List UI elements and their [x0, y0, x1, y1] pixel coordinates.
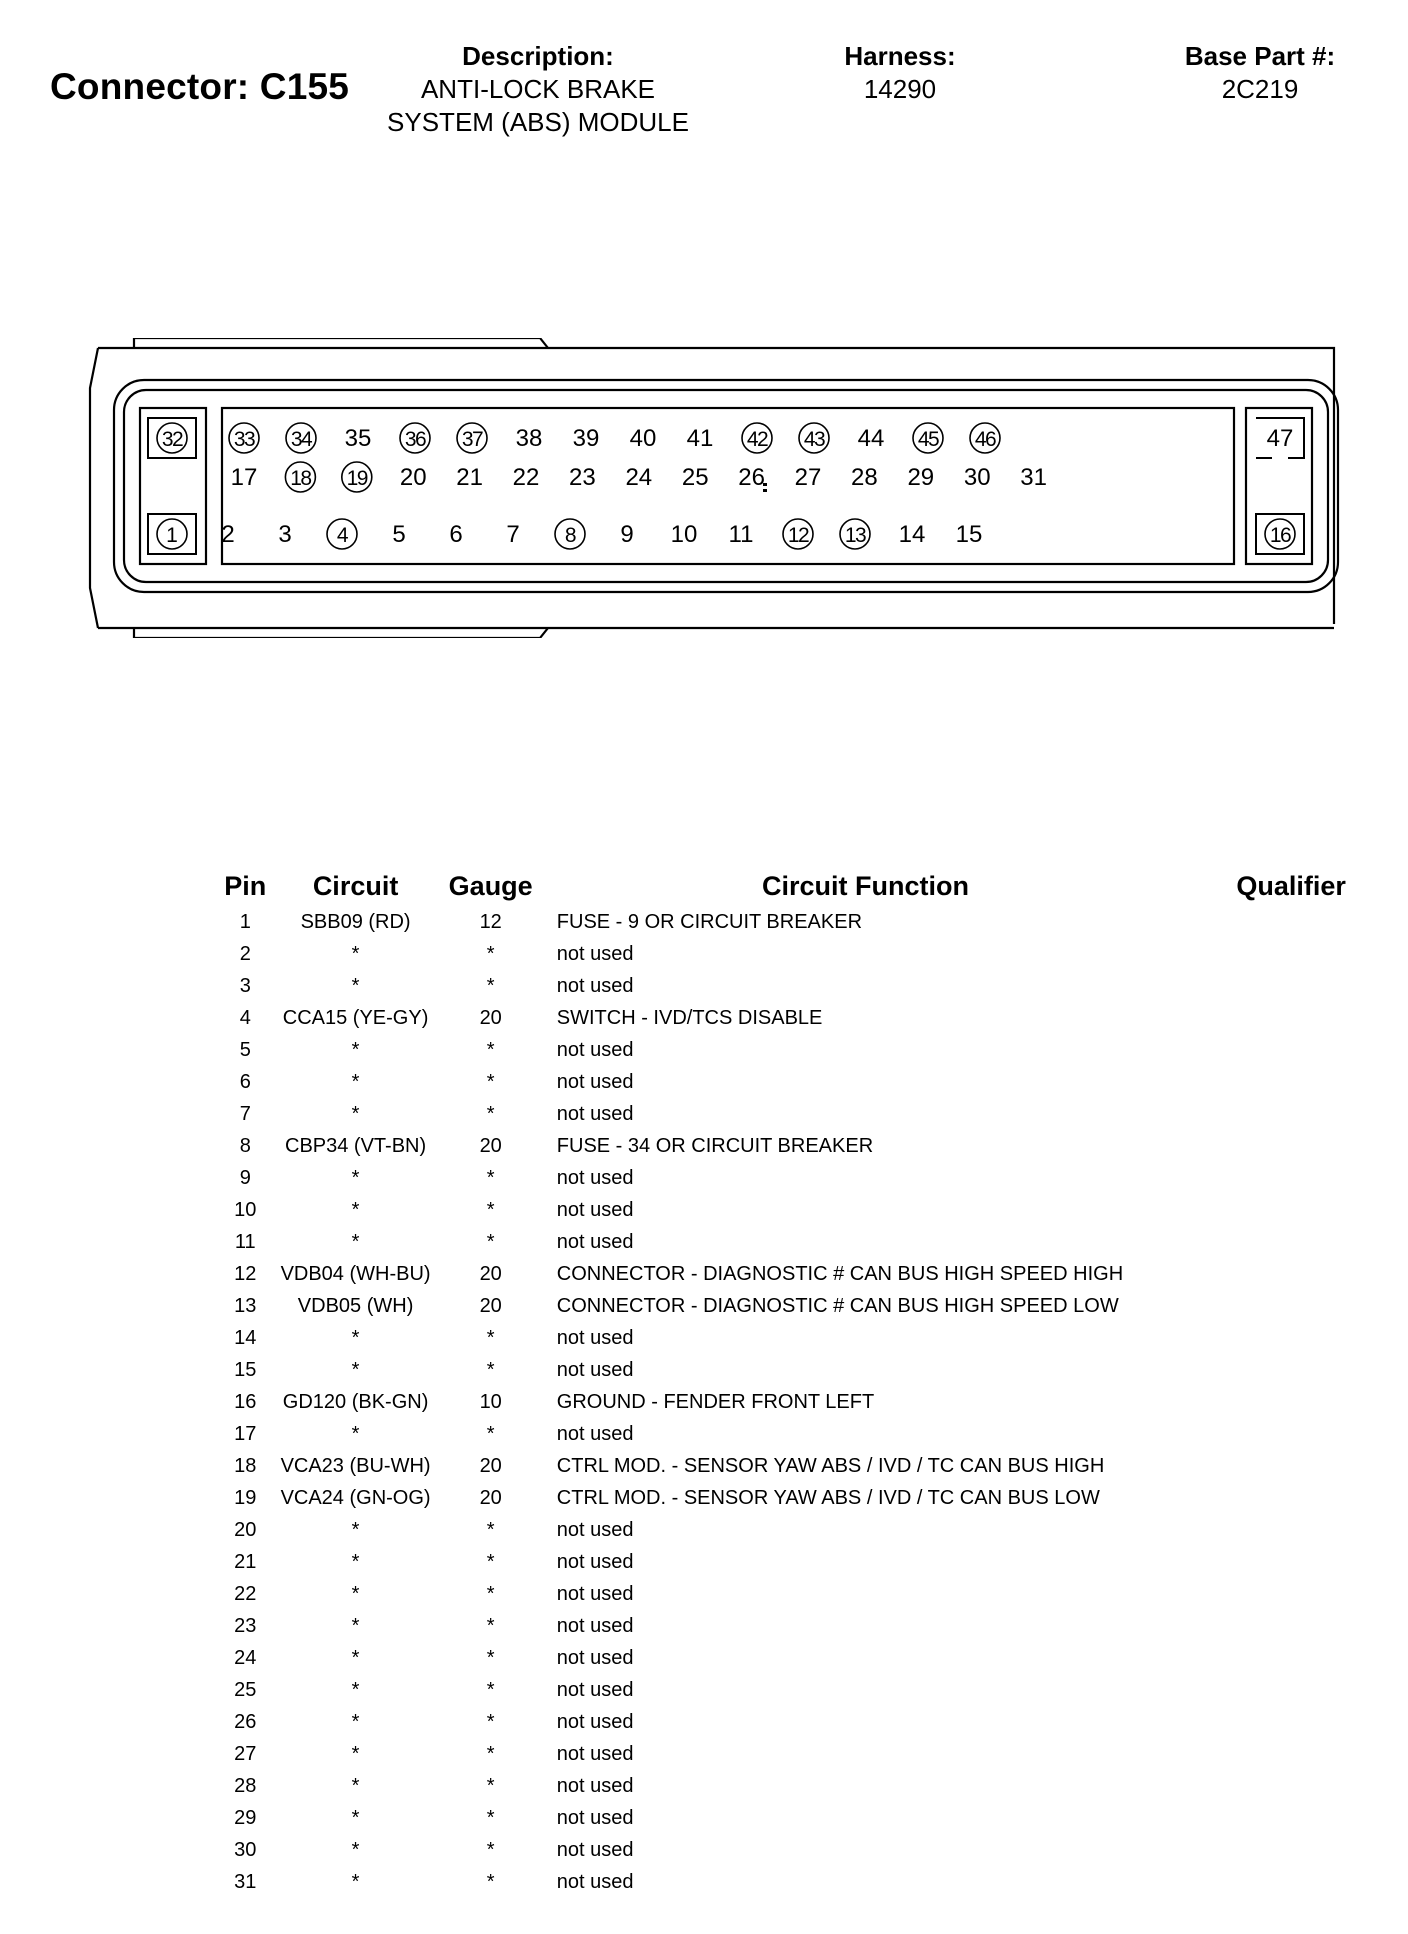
cell-gauge: 20 [479, 1006, 502, 1029]
cell-gauge: * [486, 1550, 495, 1573]
cell-circuit: * [351, 1518, 360, 1541]
cell-qualifier [1174, 1610, 1408, 1642]
cell-circuit: * [351, 942, 360, 965]
pin-label-38: 38 [515, 425, 543, 452]
pin-label-44: 44 [857, 425, 885, 452]
harness-label: Harness: [844, 41, 956, 71]
pin-label-28: 28 [851, 464, 878, 491]
table-row [210, 1802, 1408, 1834]
cell-circuit: * [351, 1838, 360, 1861]
cell-circuit: * [351, 1166, 360, 1189]
cell-qualifier [1174, 1162, 1408, 1194]
cell-pin: 18 [234, 1454, 257, 1477]
cell-circuit-function: not used [556, 1166, 634, 1189]
table-row [210, 1546, 1408, 1578]
cell-pin: 30 [234, 1838, 257, 1861]
description-block [358, 40, 718, 139]
cell-pin: 8 [239, 1134, 251, 1157]
pin-label-37: 37 [461, 428, 483, 451]
cell-circuit-function: CTRL MOD. - SENSOR YAW ABS / IVD / TC CAN BUS LOW [556, 1486, 1100, 1509]
cell-circuit: * [351, 974, 360, 997]
table-header-row [210, 866, 1408, 906]
table-row [210, 1834, 1408, 1866]
cell-pin: 5 [239, 1038, 251, 1061]
pin-label-19: 19 [346, 467, 367, 490]
cell-circuit: * [351, 1422, 360, 1445]
pin-label-20: 20 [399, 464, 427, 491]
cell-circuit: CCA15 (YE-GY) [282, 1006, 429, 1029]
cell-qualifier [1174, 1194, 1408, 1226]
table-row [210, 1770, 1408, 1802]
pin-label-41: 41 [686, 425, 714, 452]
cell-gauge: * [486, 1742, 495, 1765]
pin-label-43: 43 [803, 428, 825, 451]
cell-circuit-function: not used [556, 1646, 634, 1669]
cell-circuit-function: not used [556, 1550, 634, 1573]
cell-gauge: * [486, 942, 495, 965]
pin-label-47: 47 [1266, 425, 1294, 452]
table-row [210, 1386, 1408, 1418]
cell-circuit: * [351, 1614, 360, 1637]
cell-circuit: VCA23 (BU-WH) [280, 1454, 431, 1477]
table-row [210, 1418, 1408, 1450]
cell-gauge: * [486, 1518, 495, 1541]
cell-gauge: * [486, 1582, 495, 1605]
table-row [210, 1450, 1408, 1482]
cell-circuit: SBB09 (RD) [300, 910, 411, 933]
cell-gauge: * [486, 1870, 495, 1893]
table-row [210, 1322, 1408, 1354]
cell-qualifier [1174, 1386, 1408, 1418]
connector-latch-bottom [134, 628, 548, 638]
cell-pin: 23 [234, 1614, 257, 1637]
cell-circuit: * [351, 1806, 360, 1829]
pin-label-40: 40 [629, 425, 657, 452]
cell-qualifier [1174, 1290, 1408, 1322]
cell-circuit: * [351, 1582, 360, 1605]
cell-circuit: * [351, 1070, 360, 1093]
pin-label-25: 25 [681, 464, 709, 491]
pin-label-11: 11 [728, 521, 754, 548]
cell-qualifier [1174, 1066, 1408, 1098]
cell-qualifier [1174, 1738, 1408, 1770]
pin-label-15: 15 [955, 521, 983, 548]
cell-circuit-function: not used [556, 1198, 634, 1221]
pin-label-35: 35 [344, 425, 372, 452]
harness-block [800, 40, 1000, 106]
cell-pin: 13 [234, 1294, 257, 1317]
table-row [210, 1642, 1408, 1674]
pin-label-18: 18 [290, 467, 311, 490]
pin-label-22: 22 [512, 464, 540, 491]
table-row [210, 1514, 1408, 1546]
cell-circuit-function: CONNECTOR - DIAGNOSTIC # CAN BUS HIGH SPEED HIGH [556, 1262, 1124, 1285]
pin-label-26: 26 [738, 464, 765, 491]
table-row [210, 1066, 1408, 1098]
connector-latch-top [134, 338, 548, 348]
table-row [210, 1578, 1408, 1610]
cell-gauge: * [486, 1038, 495, 1061]
cell-circuit-function: not used [556, 1582, 634, 1605]
cell-circuit: * [351, 1710, 360, 1733]
cell-gauge: * [486, 1678, 495, 1701]
table-row [210, 1706, 1408, 1738]
cell-qualifier [1174, 1866, 1408, 1898]
cell-circuit-function: not used [556, 1870, 634, 1893]
cell-circuit-function: not used [556, 1422, 634, 1445]
pin-label-14: 14 [898, 521, 926, 548]
cell-circuit-function: CONNECTOR - DIAGNOSTIC # CAN BUS HIGH SPEED LOW [556, 1294, 1119, 1317]
header-circuit: Circuit [312, 870, 399, 901]
pin-label-1: 1 [166, 524, 178, 547]
cell-circuit: * [351, 1102, 360, 1125]
cell-circuit: * [351, 1358, 360, 1381]
cell-pin: 9 [239, 1166, 251, 1189]
pin-label-45: 45 [917, 428, 939, 451]
cell-qualifier [1174, 1034, 1408, 1066]
table-row [210, 1226, 1408, 1258]
cell-qualifier [1174, 1418, 1408, 1450]
table-row [210, 1482, 1408, 1514]
cell-pin: 21 [234, 1550, 257, 1573]
pin-label-32: 32 [161, 428, 183, 451]
cell-qualifier [1174, 1834, 1408, 1866]
cell-gauge: * [486, 1422, 495, 1445]
cell-qualifier [1174, 1706, 1408, 1738]
pin-label-10: 10 [670, 521, 698, 548]
connector-face-diagram [88, 338, 1370, 638]
table-row [210, 1866, 1408, 1898]
cell-pin: 17 [234, 1422, 257, 1445]
cell-gauge: 20 [479, 1294, 502, 1317]
cell-circuit-function: CTRL MOD. - SENSOR YAW ABS / IVD / TC CAN BUS HIGH [556, 1454, 1105, 1477]
pin-label-46: 46 [974, 428, 996, 451]
cell-pin: 11 [234, 1230, 256, 1253]
pin-label-6: 6 [449, 521, 463, 548]
cell-pin: 29 [234, 1806, 257, 1829]
cell-circuit-function: not used [556, 1518, 634, 1541]
cell-circuit-function: not used [556, 1326, 634, 1349]
pin-label-8: 8 [564, 524, 576, 547]
cell-qualifier [1174, 1674, 1408, 1706]
table-row [210, 1002, 1408, 1034]
cell-circuit-function: not used [556, 1678, 634, 1701]
harness-value: 14290 [863, 74, 937, 104]
pin-label-34: 34 [290, 428, 312, 451]
cell-qualifier [1174, 1802, 1408, 1834]
base-part-label: Base Part #: [1184, 41, 1336, 71]
cell-pin: 14 [234, 1326, 257, 1349]
pin-label-31: 31 [1020, 464, 1047, 491]
cell-pin: 31 [234, 1870, 257, 1893]
pin-label-29: 29 [907, 464, 935, 491]
table-row [210, 1610, 1408, 1642]
pin-label-17: 17 [230, 464, 258, 491]
cell-pin: 27 [234, 1742, 257, 1765]
cell-circuit: * [351, 1230, 360, 1253]
cell-circuit-function: not used [556, 1230, 634, 1253]
cell-circuit: * [351, 1870, 360, 1893]
cell-gauge: * [486, 1358, 495, 1381]
cell-gauge: 20 [479, 1134, 502, 1157]
header-qualifier: Qualifier [1236, 870, 1346, 901]
cell-qualifier [1174, 1770, 1408, 1802]
header-pin: Pin [224, 870, 267, 901]
cell-pin: 25 [234, 1678, 257, 1701]
cell-circuit: VDB05 (WH) [297, 1294, 414, 1317]
cell-pin: 2 [239, 942, 251, 965]
cell-circuit-function: FUSE - 34 OR CIRCUIT BREAKER [556, 1134, 874, 1157]
table-row [210, 1098, 1408, 1130]
cell-gauge: * [486, 1646, 495, 1669]
cell-pin: 6 [239, 1070, 251, 1093]
pin-label-30: 30 [963, 464, 991, 491]
pin-label-9: 9 [620, 521, 634, 548]
description-label: Description: [462, 41, 614, 71]
pin-label-5: 5 [392, 521, 406, 548]
cell-circuit-function: not used [556, 974, 634, 997]
cell-circuit: * [351, 1550, 360, 1573]
cell-qualifier [1174, 970, 1408, 1002]
pin-label-12: 12 [787, 524, 809, 547]
cell-circuit-function: not used [556, 1838, 634, 1861]
table-row [210, 1738, 1408, 1770]
cell-pin: 7 [239, 1102, 251, 1125]
table-row [210, 1130, 1408, 1162]
cell-gauge: * [486, 1326, 495, 1349]
cell-circuit-function: GROUND - FENDER FRONT LEFT [556, 1390, 875, 1413]
pin-table [210, 866, 1408, 1898]
cell-gauge: * [486, 1774, 495, 1797]
cell-qualifier [1174, 906, 1408, 938]
cell-qualifier [1174, 1514, 1408, 1546]
cell-gauge: * [486, 1198, 495, 1221]
cell-qualifier [1174, 1450, 1408, 1482]
cell-gauge: * [486, 1166, 495, 1189]
pin-label-24: 24 [625, 464, 653, 491]
cell-circuit: * [351, 1742, 360, 1765]
cell-gauge: * [486, 1614, 495, 1637]
cell-qualifier [1174, 1098, 1408, 1130]
cell-circuit-function: not used [556, 1806, 634, 1829]
cell-gauge: * [486, 1102, 495, 1125]
cell-gauge: 20 [479, 1262, 502, 1285]
cell-circuit-function: not used [556, 1614, 634, 1637]
table-row [210, 1674, 1408, 1706]
cell-pin: 20 [234, 1518, 257, 1541]
cell-pin: 26 [234, 1710, 257, 1733]
cell-circuit: * [351, 1774, 360, 1797]
description-line-1: ANTI-LOCK BRAKE [420, 74, 656, 104]
cell-pin: 12 [234, 1262, 257, 1285]
pin-label-21: 21 [456, 464, 483, 491]
pin-label-36: 36 [404, 428, 426, 451]
cell-circuit-function: SWITCH - IVD/TCS DISABLE [556, 1006, 823, 1029]
pin-label-42: 42 [746, 428, 768, 451]
pin-label-3: 3 [278, 521, 292, 548]
base-part-value: 2C219 [1221, 74, 1299, 104]
cell-pin: 19 [234, 1486, 257, 1509]
cell-circuit-function: not used [556, 1102, 634, 1125]
cell-gauge: * [486, 974, 495, 997]
pin-label-4: 4 [336, 524, 348, 547]
cell-gauge: * [486, 1710, 495, 1733]
table-row [210, 1258, 1408, 1290]
cell-circuit: VDB04 (WH-BU) [280, 1262, 431, 1285]
connector-title: Connector: C155 [50, 66, 350, 107]
cell-circuit-function: FUSE - 9 OR CIRCUIT BREAKER [556, 910, 863, 933]
cell-circuit: CBP34 (VT-BN) [285, 1134, 427, 1157]
cell-qualifier [1174, 1258, 1408, 1290]
cell-circuit-function: not used [556, 1358, 634, 1381]
description-line-2: SYSTEM (ABS) MODULE [387, 107, 689, 137]
table-row [210, 1162, 1408, 1194]
header-gauge: Gauge [448, 870, 533, 901]
cell-gauge: * [486, 1806, 495, 1829]
cell-gauge: * [486, 1838, 495, 1861]
cell-circuit-function: not used [556, 1742, 634, 1765]
cell-circuit: GD120 (BK-GN) [282, 1390, 429, 1413]
cell-qualifier [1174, 938, 1408, 970]
pin-label-13: 13 [844, 524, 866, 547]
cell-circuit-function: not used [556, 942, 634, 965]
cell-qualifier [1174, 1482, 1408, 1514]
table-row [210, 1290, 1408, 1322]
pin-label-23: 23 [569, 464, 596, 491]
table-row [210, 970, 1408, 1002]
cell-pin: 22 [234, 1582, 257, 1605]
cell-qualifier [1174, 1226, 1408, 1258]
base-part-block [1150, 40, 1370, 106]
pin-label-7: 7 [506, 521, 520, 548]
cell-circuit: * [351, 1678, 360, 1701]
cell-gauge: 10 [479, 1390, 502, 1413]
pin-table-body [210, 906, 1408, 1898]
cell-qualifier [1174, 1002, 1408, 1034]
cell-pin: 15 [234, 1358, 257, 1381]
cell-qualifier [1174, 1130, 1408, 1162]
cell-pin: 16 [234, 1390, 257, 1413]
cell-qualifier [1174, 1322, 1408, 1354]
cell-circuit-function: not used [556, 1038, 634, 1061]
cell-circuit: * [351, 1198, 360, 1221]
pin-label-33: 33 [233, 428, 255, 451]
cell-circuit: VCA24 (GN-OG) [280, 1486, 431, 1509]
pin-label-16: 16 [1269, 524, 1291, 547]
cell-pin: 24 [234, 1646, 257, 1669]
cell-pin: 1 [239, 910, 251, 933]
table-row [210, 1354, 1408, 1386]
cell-pin: 28 [234, 1774, 257, 1797]
table-row [210, 1194, 1408, 1226]
cell-qualifier [1174, 1546, 1408, 1578]
cell-qualifier [1174, 1642, 1408, 1674]
cell-gauge: 20 [479, 1454, 502, 1477]
cell-circuit-function: not used [556, 1070, 634, 1093]
cell-qualifier [1174, 1578, 1408, 1610]
table-row [210, 906, 1408, 938]
pin-rows [221, 423, 1047, 549]
cell-circuit: * [351, 1326, 360, 1349]
table-row [210, 1034, 1408, 1066]
pin-label-27: 27 [794, 464, 822, 491]
cell-circuit: * [351, 1646, 360, 1669]
cell-pin: 4 [239, 1006, 251, 1029]
cell-pin: 10 [234, 1198, 257, 1221]
pin-label-2: 2 [221, 521, 235, 548]
cell-circuit: * [351, 1038, 360, 1061]
cell-gauge: * [486, 1070, 495, 1093]
table-row [210, 938, 1408, 970]
cell-qualifier [1174, 1354, 1408, 1386]
cell-gauge: 20 [479, 1486, 502, 1509]
cell-circuit-function: not used [556, 1774, 634, 1797]
header-circuit-function: Circuit Function [762, 870, 969, 901]
cell-circuit-function: not used [556, 1710, 634, 1733]
cell-pin: 3 [239, 974, 251, 997]
cell-gauge: * [486, 1230, 495, 1253]
cell-gauge: 12 [479, 910, 502, 933]
pin-label-39: 39 [572, 425, 600, 452]
